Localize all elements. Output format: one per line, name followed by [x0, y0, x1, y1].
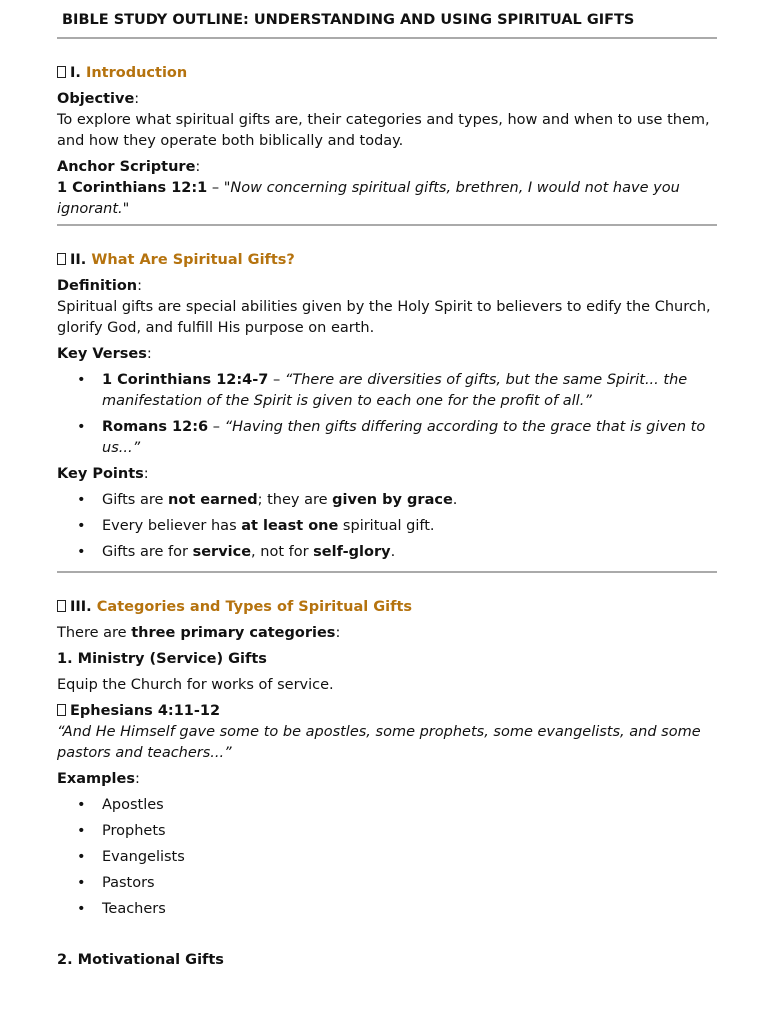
- missing-glyph-icon: [57, 253, 66, 265]
- objective-text: To explore what spiritual gifts are, their categories and types, how and when to use them, and how they operate both biblically and today.: [57, 112, 710, 149]
- scripture-quote: “And He Himself gave some to be apostles, some prophets, some evangelists, and some pastors and teachers...”: [57, 724, 701, 761]
- list-item: • Evangelists: [57, 847, 717, 868]
- key-verses-list: [57, 370, 717, 459]
- section-heading-categories: [57, 597, 717, 618]
- key-verses-label: Key Verses: [57, 346, 147, 362]
- section-number: II.: [70, 252, 87, 268]
- definition-text: Spiritual gifts are special abilities given by the Holy Spirit to believers to edify the Church, glorify God, and fulfill His purpose on earth.: [57, 299, 711, 336]
- section-heading-introduction: [57, 63, 717, 84]
- list-item: • Pastors: [57, 873, 717, 894]
- section-divider: [57, 571, 717, 573]
- section-divider: [57, 224, 717, 226]
- list-item: • Prophets: [57, 821, 717, 842]
- anchor-label-line: Anchor Scripture:: [57, 159, 201, 175]
- subsection-title: 2. Motivational Gifts: [57, 952, 224, 968]
- document-title: BIBLE STUDY OUTLINE: UNDERSTANDING AND USING SPIRITUAL GIFTS: [62, 12, 635, 28]
- section-title: Introduction: [85, 65, 188, 81]
- list-item: • Every believer has at least one spiritual gift.: [57, 516, 717, 537]
- title-divider: [57, 37, 717, 39]
- list-item: • Teachers: [57, 899, 717, 920]
- section-title: Categories and Types of Spiritual Gifts: [96, 599, 413, 615]
- key-verses-label-line: Key Verses:: [57, 346, 152, 362]
- missing-glyph-icon: [57, 704, 66, 716]
- categories-intro: There are three primary categories:: [57, 625, 341, 641]
- anchor-ref: 1 Corinthians 12:1: [57, 180, 208, 196]
- list-item: • Gifts are for service, not for self-glory.: [57, 542, 717, 563]
- examples-label: Examples: [57, 771, 135, 787]
- missing-glyph-icon: [57, 66, 66, 78]
- definition-label-line: Definition:: [57, 278, 142, 294]
- list-item: • Romans 12:6 – “Having then gifts differing according to the grace that is given to us...”: [57, 417, 717, 459]
- objective-label: Objective: [57, 91, 135, 107]
- anchor-quote: Now concerning spiritual gifts, brethren, I would not have you ignorant.: [57, 180, 680, 217]
- subsection-description: Equip the Church for works of service.: [57, 677, 334, 693]
- list-item: • Apostles: [57, 795, 717, 816]
- subsection-title: 1. Ministry (Service) Gifts: [57, 651, 267, 667]
- definition-label: Definition: [57, 278, 138, 294]
- document-body: [57, 0, 717, 971]
- key-points-label-line: Key Points:: [57, 466, 149, 482]
- anchor-label: Anchor Scripture: [57, 159, 196, 175]
- key-points-list: [57, 490, 717, 563]
- objective-label-line: Objective:: [57, 91, 140, 107]
- anchor-scripture: 1 Corinthians 12:1 – "Now concerning spiritual gifts, brethren, I would not have you ignorant.": [57, 180, 680, 217]
- list-item: • 1 Corinthians 12:4-7 – “There are diversities of gifts, but the same Spirit... the manifestation of the Spirit is given to each one for the profit of all.”: [57, 370, 717, 412]
- section-title: What Are Spiritual Gifts?: [91, 252, 295, 268]
- scripture-ref: Ephesians 4:11-12: [70, 703, 221, 719]
- section-heading-what-are-gifts: [57, 250, 717, 271]
- key-points-label: Key Points: [57, 466, 144, 482]
- section-number: I.: [70, 65, 81, 81]
- section-number: III.: [70, 599, 92, 615]
- scripture-ref-line: [57, 701, 717, 722]
- list-item: • Gifts are not earned; they are given by grace.: [57, 490, 717, 511]
- missing-glyph-icon: [57, 600, 66, 612]
- examples-label-line: Examples:: [57, 771, 140, 787]
- examples-list: [57, 795, 717, 920]
